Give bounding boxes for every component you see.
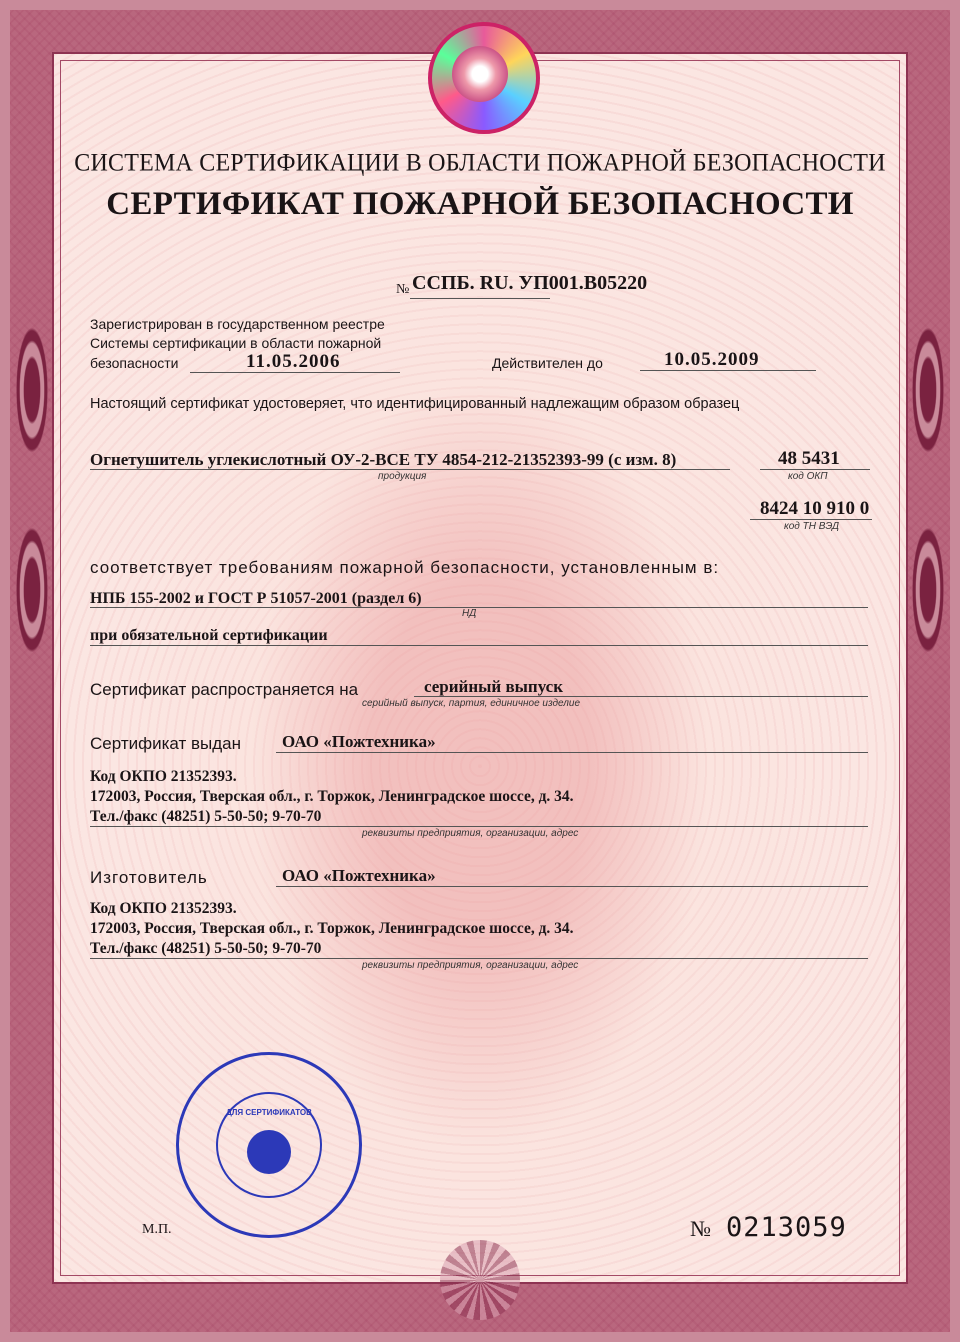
tnved-caption: код ТН ВЭД <box>784 521 840 532</box>
valid-date-underline <box>640 370 816 371</box>
manufacturer-okpo: Код ОКПО 21352393. <box>90 900 237 917</box>
okp-caption: код ОКП <box>788 471 828 482</box>
valid-label: Действителен до <box>492 355 603 371</box>
issued-to-underline <box>276 752 868 753</box>
certification-mode: при обязательной сертификации <box>90 627 328 644</box>
mp-label: М.П. <box>142 1222 172 1237</box>
system-title: СИСТЕМА СЕРТИФИКАЦИИ В ОБЛАСТИ ПОЖАРНОЙ БЕЗОПАСНОСТИ <box>74 149 886 177</box>
product-name: Огнетушитель углекислотный ОУ-2-ВСЕ ТУ 4854-212-21352393-99 (с изм. 8) <box>90 450 677 469</box>
issued-to-okpo: Код ОКПО 21352393. <box>90 768 237 785</box>
serial-prefix: № <box>690 1216 711 1241</box>
bottom-rosette-icon <box>440 1240 520 1320</box>
manufacturer-underline <box>276 886 868 887</box>
manufacturer-phone: Тел./факс (48251) 5-50-50; 9-70-70 <box>90 940 322 957</box>
issued-to-name: ОАО «Пожтехника» <box>282 732 436 751</box>
scope-caption: серийный выпуск, партия, единичное изделие <box>362 698 581 709</box>
issued-to-phone: Тел./факс (48251) 5-50-50; 9-70-70 <box>90 808 322 825</box>
manufacturer-label: Изготовитель <box>90 868 208 887</box>
mode-underline <box>90 645 868 646</box>
left-ornament-bottom-icon <box>4 480 60 700</box>
hologram-core-icon <box>452 46 508 102</box>
compliance-text: соответствует требованиям пожарной безопасности, установленным в: <box>90 558 720 577</box>
scope-value: серийный выпуск <box>424 677 564 696</box>
number-underline <box>410 298 550 299</box>
product-caption: продукция <box>378 471 427 482</box>
certificate-title: СЕРТИФИКАТ ПОЖАРНОЙ БЕЗОПАСНОСТИ <box>106 186 854 222</box>
seal-logo-icon <box>247 1130 291 1174</box>
serial-number: 0213059 <box>726 1212 847 1243</box>
valid-date: 10.05.2009 <box>664 349 760 370</box>
manufacturer-address: 172003, Россия, Тверская обл., г. Торжок, Ленинградское шоссе, д. 34. <box>90 920 574 937</box>
registration-line2: Системы сертификации в области пожарной <box>90 335 382 351</box>
registration-line3: безопасности <box>90 355 179 371</box>
inner-border <box>60 60 900 1276</box>
manufacturer-caption: реквизиты предприятия, организации, адрес <box>362 960 579 971</box>
issued-to-details-underline <box>90 826 868 827</box>
issued-to-address: 172003, Россия, Тверская обл., г. Торжок, Ленинградское шоссе, д. 34. <box>90 788 574 805</box>
documents-caption: НД <box>462 608 477 619</box>
left-ornament-top-icon <box>4 280 60 500</box>
tnved-code: 8424 10 910 0 <box>760 498 870 519</box>
scope-label: Сертификат распространяется на <box>90 680 359 699</box>
issued-to-label: Сертификат выдан <box>90 734 241 753</box>
product-underline <box>90 469 730 470</box>
seal-center-text: ДЛЯ СЕРТИФИКАТОВ <box>226 1108 312 1117</box>
scope-underline <box>414 696 868 697</box>
tnved-underline <box>750 519 872 520</box>
registration-date-underline <box>190 372 400 373</box>
registration-line1: Зарегистрирован в государственном реестре <box>90 316 385 332</box>
number-prefix: № <box>396 282 410 297</box>
right-ornament-top-icon <box>900 280 956 500</box>
registration-date: 11.05.2006 <box>246 351 341 372</box>
issued-to-caption: реквизиты предприятия, организации, адрес <box>362 828 579 839</box>
documents-underline <box>90 607 868 608</box>
okp-underline <box>760 469 870 470</box>
manufacturer-name: ОАО «Пожтехника» <box>282 866 436 885</box>
right-ornament-bottom-icon <box>900 480 956 700</box>
manufacturer-details-underline <box>90 958 868 959</box>
certification-statement: Настоящий сертификат удостоверяет, что идентифицированный надлежащим образом образец <box>90 396 740 412</box>
compliance-documents: НПБ 155-2002 и ГОСТ Р 51057-2001 (раздел 6) <box>90 590 422 607</box>
okp-code: 48 5431 <box>778 448 840 469</box>
certificate-number: ССПБ. RU. УП001.В05220 <box>412 272 648 294</box>
